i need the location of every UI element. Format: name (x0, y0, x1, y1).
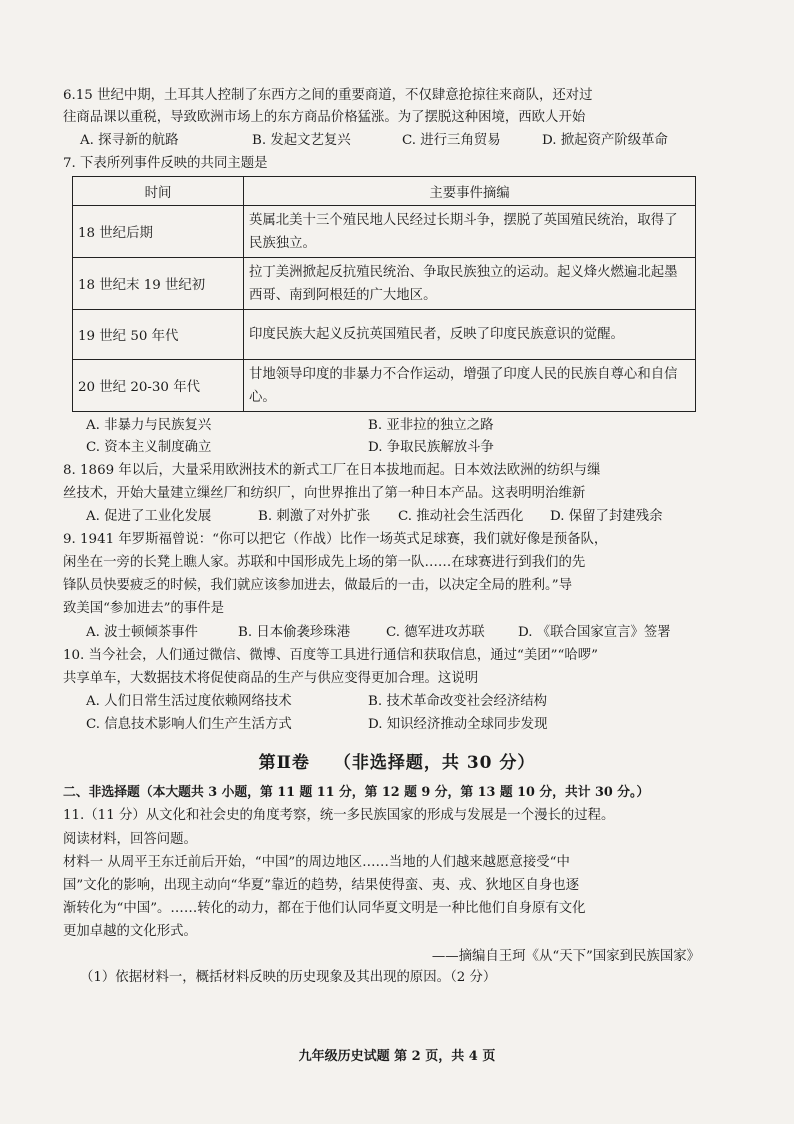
q6-option-b: B. 发起文艺复兴 (252, 133, 351, 148)
table-row (73, 206, 696, 258)
q6-option-c: C. 进行三角贸易 (402, 133, 501, 148)
q7-stem: 7. 下表所列事件反映的共同主题是 (63, 156, 268, 171)
q7-option-c: C. 资本主义制度确立 (86, 440, 212, 455)
q10-option-a: A. 人们日常生活过度依赖网络技术 (86, 694, 292, 709)
table-row (73, 310, 696, 360)
table-header-event: 主要事件摘编 (244, 177, 696, 206)
table-cell-event: 印度民族大起义反抗英国殖民者，反映了印度民族意识的觉醒。 (244, 310, 696, 360)
table-header-row (73, 177, 696, 206)
q10-option-b: B. 技术革命改变社会经济结构 (368, 694, 548, 709)
table-cell-time: 18 世纪末 19 世纪初 (73, 258, 244, 310)
q9-option-c: C. 德军进攻苏联 (386, 625, 485, 640)
page-footer: 九年级历史试题 第 2 页，共 4 页 (298, 1049, 496, 1064)
q10-stem-line-1: 10. 当今社会，人们通过微信、微博、百度等工具进行通信和获取信息，通过“美团”“哈啰” (63, 648, 598, 663)
table-cell-time: 18 世纪后期 (73, 206, 244, 258)
table-header-time: 时间 (73, 177, 244, 206)
q10-options-row-2 (80, 715, 700, 735)
q9-stem-line-1: 9. 1941 年罗斯福曾说：“你可以把它（作战）比作一场英式足球赛，我们就好像是预备队， (63, 532, 608, 547)
q10-option-c: C. 信息技术影响人们生产生活方式 (86, 717, 292, 732)
q10-options-row-1 (80, 692, 700, 712)
table-row (73, 360, 696, 412)
section-2-instruction: 二、非选择题（本大题共 3 小题，第 11 题 11 分，第 12 题 9 分，第 13 题 10 分，共计 30 分。） (63, 785, 650, 800)
q8-stem-line-1: 8. 1869 年以后，大量采用欧洲技术的新式工厂在日本拔地而起。日本效法欧洲的纺织与缫 (63, 463, 601, 478)
q8-stem-line-2: 丝技术，开始大量建立缫丝厂和纺织厂，向世界推出了第一种日本产品。这表明明治维新 (63, 486, 586, 501)
q7-option-d: D. 争取民族解放斗争 (368, 440, 494, 455)
q6-option-a: A. 探寻新的航路 (80, 133, 179, 148)
q11-material-line-4: 更加卓越的文化形式。 (63, 924, 197, 939)
q7-option-b: B. 亚非拉的独立之路 (368, 418, 494, 433)
q6-option-d: D. 掀起资产阶级革命 (542, 133, 668, 148)
q7-options-row-2 (80, 438, 700, 458)
q7-events-table (72, 176, 696, 412)
table-cell-time: 19 世纪 50 年代 (73, 310, 244, 360)
q11-stem-line-2: 阅读材料，回答问题。 (63, 832, 197, 847)
q8-option-a: A. 促进了工业化发展 (86, 509, 212, 524)
table-row (73, 258, 696, 310)
section-2-subtitle: （非选择题，共 30 分） (333, 753, 536, 773)
q10-stem-line-2: 共享单车，大数据技术将促使商品的生产与供应变得更加合理。这说明 (63, 671, 479, 686)
q11-source-citation: ——摘编自王珂《从“天下”国家到民族国家》 (431, 949, 700, 964)
q8-options (80, 507, 700, 527)
q8-option-d: D. 保留了封建残余 (550, 509, 663, 524)
table-cell-time: 20 世纪 20-30 年代 (73, 360, 244, 412)
section-2-label: 第Ⅱ卷 (258, 753, 310, 773)
q8-option-b: B. 刺激了对外扩张 (258, 509, 371, 524)
q9-option-a: A. 波士顿倾茶事件 (86, 625, 198, 640)
table-cell-event: 拉丁美洲掀起反抗殖民统治、争取民族独立的运动。起义烽火燃遍北起墨西哥、南到阿根廷的广大地区。 (244, 258, 696, 310)
q11-material-line-1: 材料一 从周平王东迁前后开始，“中国”的周边地区……当地的人们越来越愿意接受“中 (63, 855, 570, 870)
q11-material-line-2: 国”文化的影响，出现主动向“华夏”靠近的趋势，结果使得蛮、夷、戎、狄地区自身也逐 (63, 878, 579, 893)
q9-option-d: D. 《联合国家宣言》签署 (518, 625, 671, 640)
q9-stem-line-4: 致美国“参加进去”的事件是 (63, 601, 224, 616)
q6-options (80, 131, 700, 151)
q8-option-c: C. 推动社会生活西化 (398, 509, 524, 524)
q6-stem-line-2: 往商品课以重税，导致欧洲市场上的东方商品价格猛涨。为了摆脱这种困境，西欧人开始 (63, 110, 586, 125)
table-cell-event: 甘地领导印度的非暴力不合作运动，增强了印度人民的民族自尊心和自信心。 (244, 360, 696, 412)
q7-option-a: A. 非暴力与民族复兴 (86, 418, 212, 433)
q6-stem-line-1: 6.15 世纪中期，土耳其人控制了东西方之间的重要商道，不仅肆意抢掠往来商队，还对过 (63, 88, 593, 103)
q7-options-row-1 (80, 416, 700, 436)
q11-material-line-3: 渐转化为“中国”。……转化的动力，都在于他们认同华夏文明是一种比他们自身原有文化 (63, 901, 586, 916)
q9-stem-line-3: 锋队员快要疲乏的时候，我们就应该参加进去，做最后的一击，以决定全局的胜利。”导 (63, 578, 572, 593)
q9-option-b: B. 日本偷袭珍珠港 (238, 625, 351, 640)
q11-stem-line-1: 11.（11 分）从文化和社会史的角度考察，统一多民族国家的形成与发展是一个漫长的过程。 (63, 808, 615, 823)
q9-stem-line-2: 闲坐在一旁的长凳上瞧人家。苏联和中国形成先上场的第一队……在球赛进行到我们的先 (63, 555, 586, 570)
section-2-title (0, 748, 794, 773)
table-cell-event: 英属北美十三个殖民地人民经过长期斗争，摆脱了英国殖民统治，取得了民族独立。 (244, 206, 696, 258)
q9-options (80, 623, 700, 643)
q11-subquestion-1: （1）依据材料一，概括材料反映的历史现象及其出现的原因。（2 分） (80, 970, 497, 985)
q10-option-d: D. 知识经济推动全球同步发现 (368, 717, 548, 732)
